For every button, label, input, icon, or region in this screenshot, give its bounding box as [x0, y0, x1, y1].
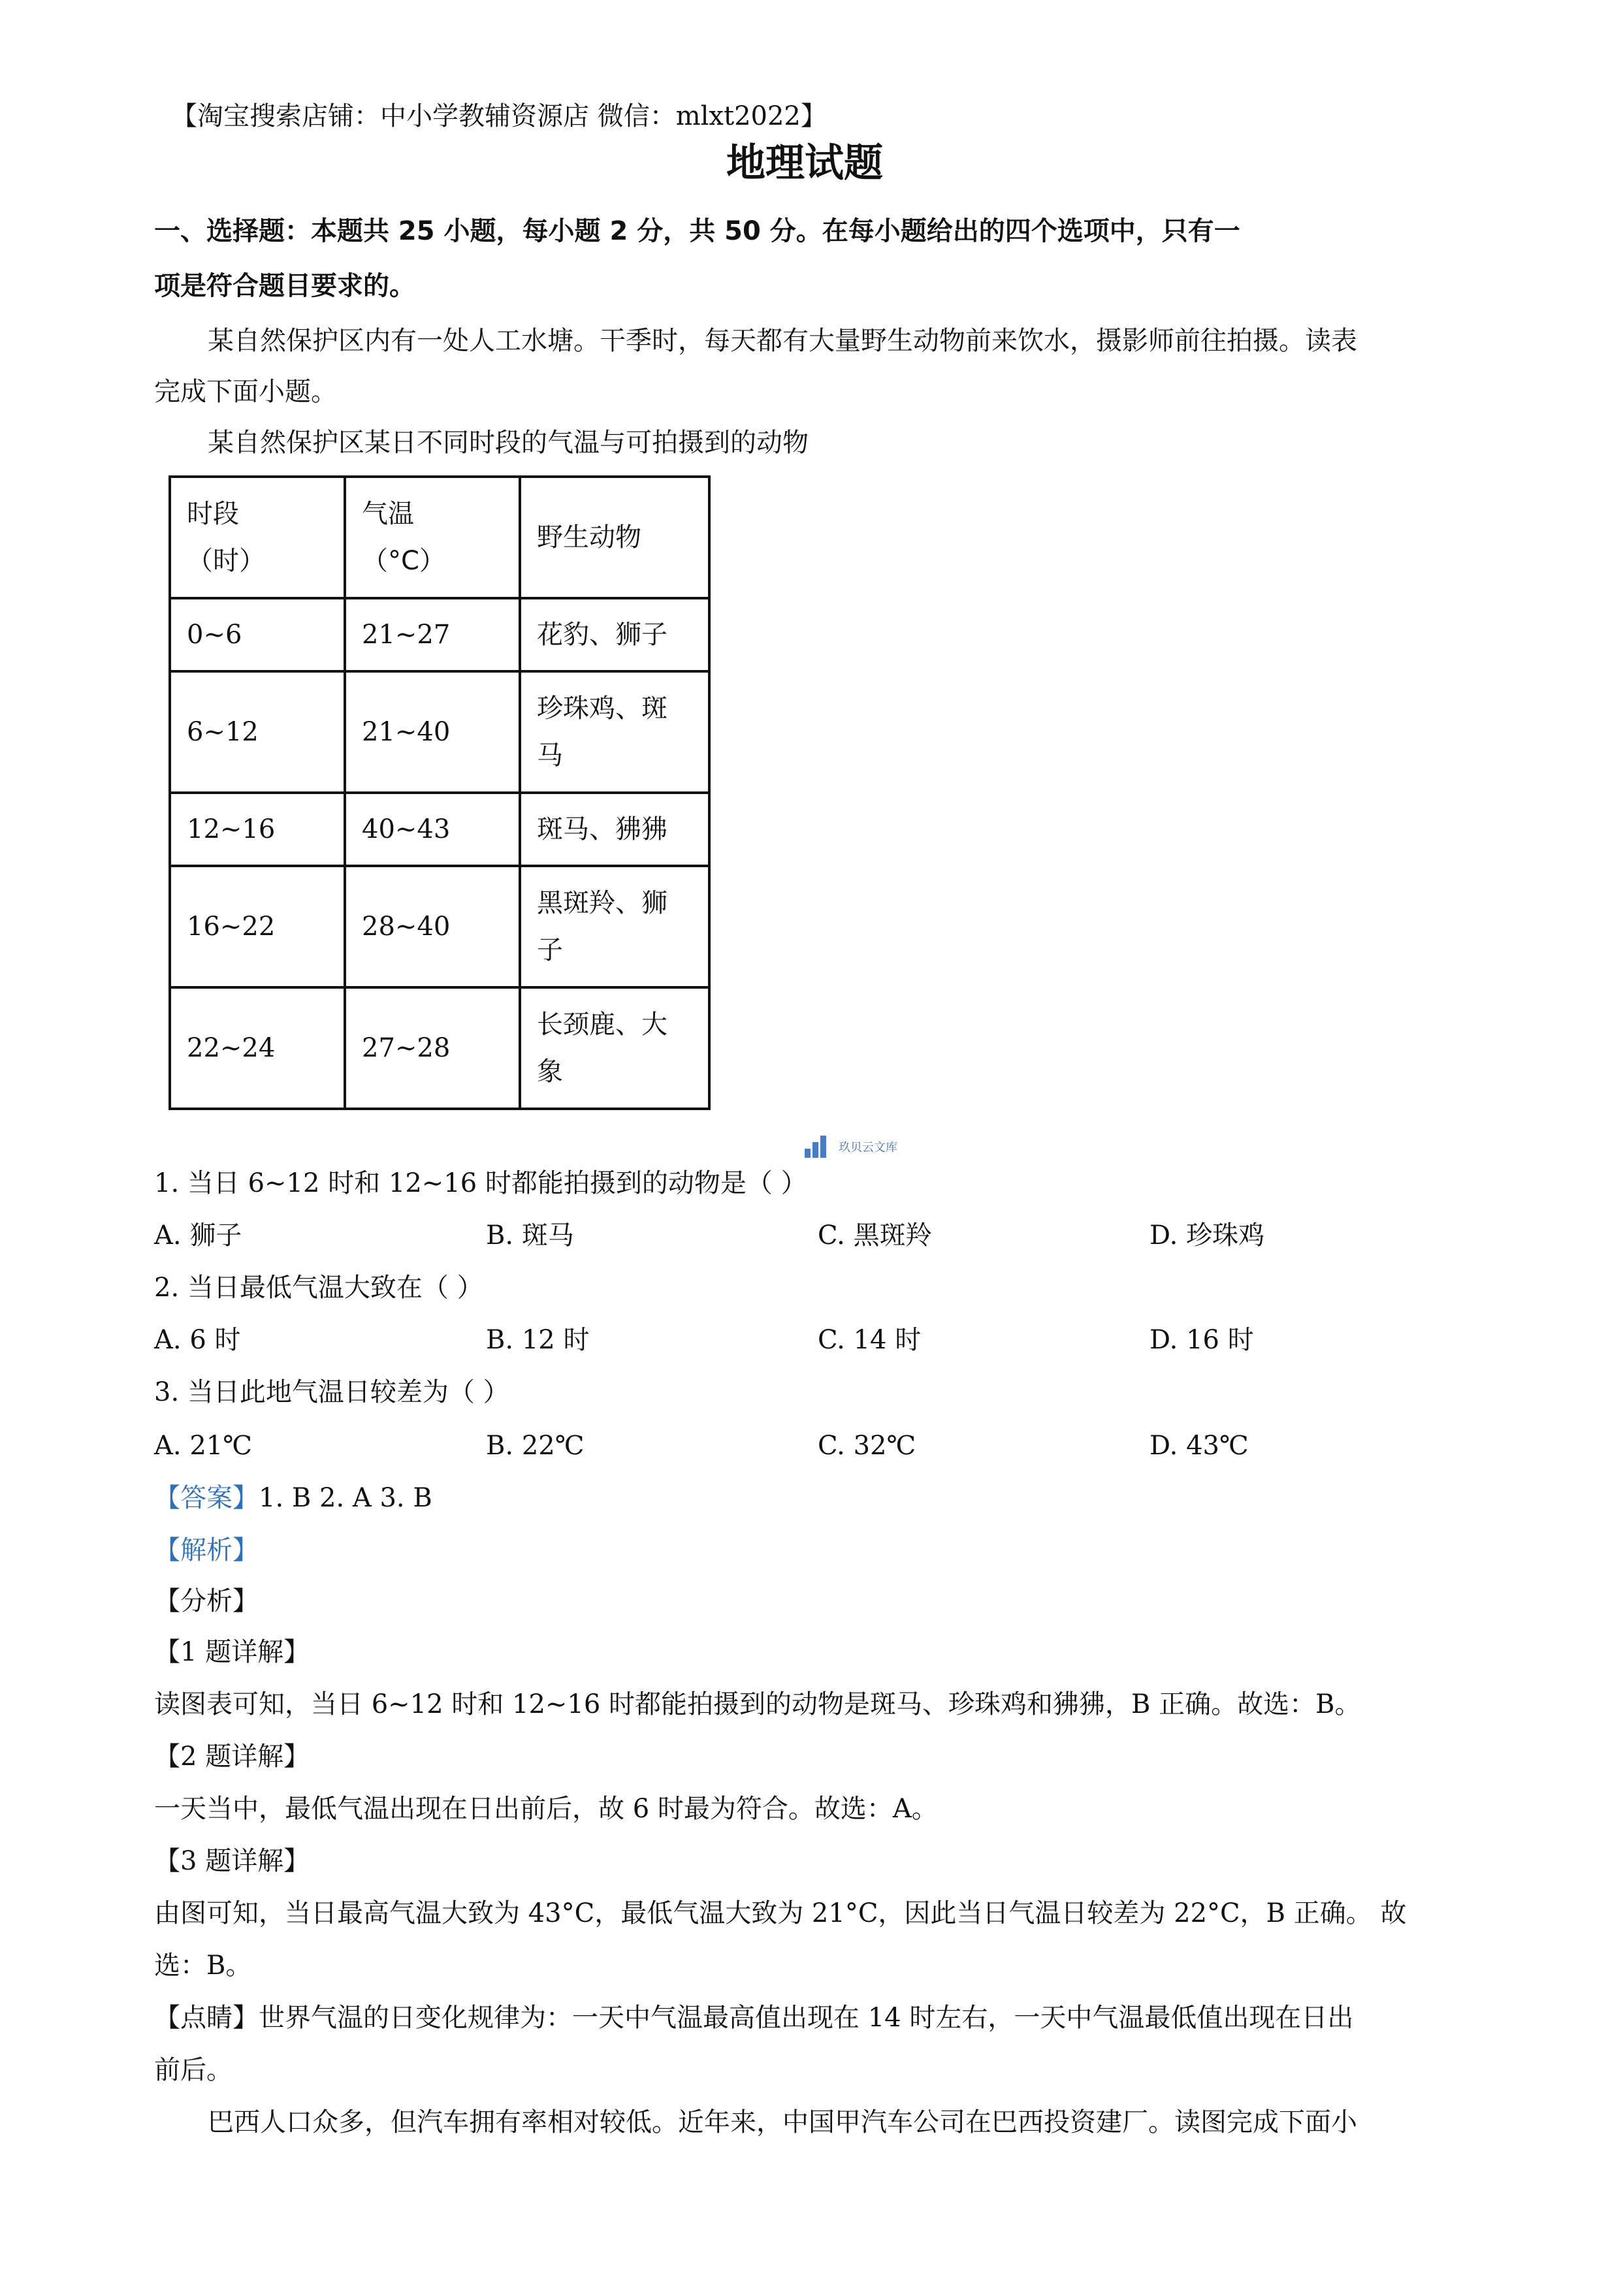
- cell-animals: 斑马、狒狒: [520, 793, 709, 866]
- logo-text: 玖贝云文库: [839, 1141, 897, 1155]
- q2-option-d: D. 16 时: [1149, 1325, 1254, 1355]
- q1-option-b: B. 斑马: [486, 1220, 574, 1251]
- intro-line1: 某自然保护区内有一处人工水塘。干季时，每天都有大量野生动物前来饮水，摄影师前往拍摄。读表: [208, 326, 1357, 356]
- q2-detail-text: 一天当中，最低气温出现在日出前后，故 6 时最为符合。故选：A。: [154, 1794, 938, 1824]
- q3-detail-text-line1: 由图可知，当日最高气温大致为 43°C，最低气温大致为 21°C，因此当日气温日较差为 22°C，B 正确。 故: [154, 1898, 1407, 1928]
- q3-option-b: B. 22℃: [486, 1431, 585, 1461]
- cell-period: 6~12: [170, 671, 345, 793]
- jiexi-label: 【解析】: [154, 1535, 259, 1565]
- q2-detail-label: 【2 题详解】: [154, 1742, 310, 1772]
- q1-detail-text: 读图表可知，当日 6~12 时和 12~16 时都能拍摄到的动物是斑马、珍珠鸡和狒狒，B 正确。故选：B。: [154, 1689, 1361, 1719]
- tip-line2: 前后。: [154, 2055, 233, 2085]
- q2-option-c: C. 14 时: [818, 1325, 922, 1355]
- answer-line: [154, 1480, 432, 1516]
- page-title: 地理试题: [726, 140, 883, 186]
- shop-info-line: 【淘宝搜索店铺：中小学教辅资源店 微信：mlxt2022】: [171, 101, 827, 131]
- question-2-stem: 2. 当日最低气温大致在（ ）: [154, 1273, 483, 1303]
- tip-text: 世界气温的日变化规律为：一天中气温最高值出现在 14 时左右，一天中气温最低值出现在日出: [259, 2003, 1354, 2033]
- q3-detail-text-line2: 选：B。: [154, 1951, 252, 1981]
- intro-line2: 完成下面小题。: [154, 377, 337, 407]
- answer-text: 1. B 2. A 3. B: [259, 1483, 432, 1513]
- q3-option-a: A. 21℃: [154, 1431, 252, 1461]
- cell-period: 12~16: [170, 793, 345, 866]
- tip-label: 【点睛】: [154, 2003, 259, 2033]
- header-cell-animals: 野生动物: [520, 477, 709, 598]
- table-row: [170, 987, 709, 1109]
- tip-line1: [154, 2000, 1353, 2036]
- cell-temp: 28~40: [345, 866, 520, 987]
- watermark-logo: [805, 1134, 897, 1160]
- section-heading-line1: 一、选择题：本题共 25 小题，每小题 2 分，共 50 分。在每小题给出的四个选项中，只有一: [154, 216, 1240, 246]
- question-1-stem: 1. 当日 6~12 时和 12~16 时都能拍摄到的动物是（ ）: [154, 1168, 807, 1198]
- q2-option-a: A. 6 时: [154, 1325, 241, 1355]
- cell-period: 22~24: [170, 987, 345, 1109]
- question-3-stem: 3. 当日此地气温日较差为（ ）: [154, 1377, 509, 1407]
- data-table: [169, 475, 711, 1110]
- header-cell-period: 时段 （时）: [170, 477, 345, 598]
- cell-animals: 黑斑羚、狮 子: [520, 866, 709, 987]
- cell-period: 0~6: [170, 598, 345, 671]
- q3-detail-label: 【3 题详解】: [154, 1846, 310, 1876]
- table-row: [170, 671, 709, 793]
- q3-option-d: D. 43℃: [1149, 1431, 1249, 1461]
- table-header-row: [170, 477, 709, 598]
- table-caption: 某自然保护区某日不同时段的气温与可拍摄到的动物: [208, 428, 809, 458]
- q1-option-a: A. 狮子: [154, 1220, 242, 1251]
- q3-option-c: C. 32℃: [818, 1431, 916, 1461]
- cell-temp: 21~27: [345, 598, 520, 671]
- next-passage-line1: 巴西人口众多，但汽车拥有率相对较低。近年来，中国甲汽车公司在巴西投资建厂。读图完成下面小: [208, 2107, 1357, 2137]
- header-cell-temp: 气温 （°C）: [345, 477, 520, 598]
- q2-option-b: B. 12 时: [486, 1325, 590, 1355]
- cell-temp: 40~43: [345, 793, 520, 866]
- logo-bars-icon: [805, 1136, 833, 1158]
- cell-period: 16~22: [170, 866, 345, 987]
- cell-animals: 花豹、狮子: [520, 598, 709, 671]
- fenxi-label: 【分析】: [154, 1586, 259, 1616]
- cell-animals: 珍珠鸡、斑 马: [520, 671, 709, 793]
- q1-option-c: C. 黑斑羚: [818, 1220, 932, 1251]
- table-row: [170, 793, 709, 866]
- cell-animals: 长颈鹿、大 象: [520, 987, 709, 1109]
- table-row: [170, 598, 709, 671]
- q1-option-d: D. 珍珠鸡: [1149, 1220, 1265, 1251]
- cell-temp: 21~40: [345, 671, 520, 793]
- cell-temp: 27~28: [345, 987, 520, 1109]
- section-heading-line2: 项是符合题目要求的。: [154, 271, 415, 301]
- table-row: [170, 866, 709, 987]
- q1-detail-label: 【1 题详解】: [154, 1637, 310, 1667]
- answer-label: 【答案】: [154, 1483, 259, 1513]
